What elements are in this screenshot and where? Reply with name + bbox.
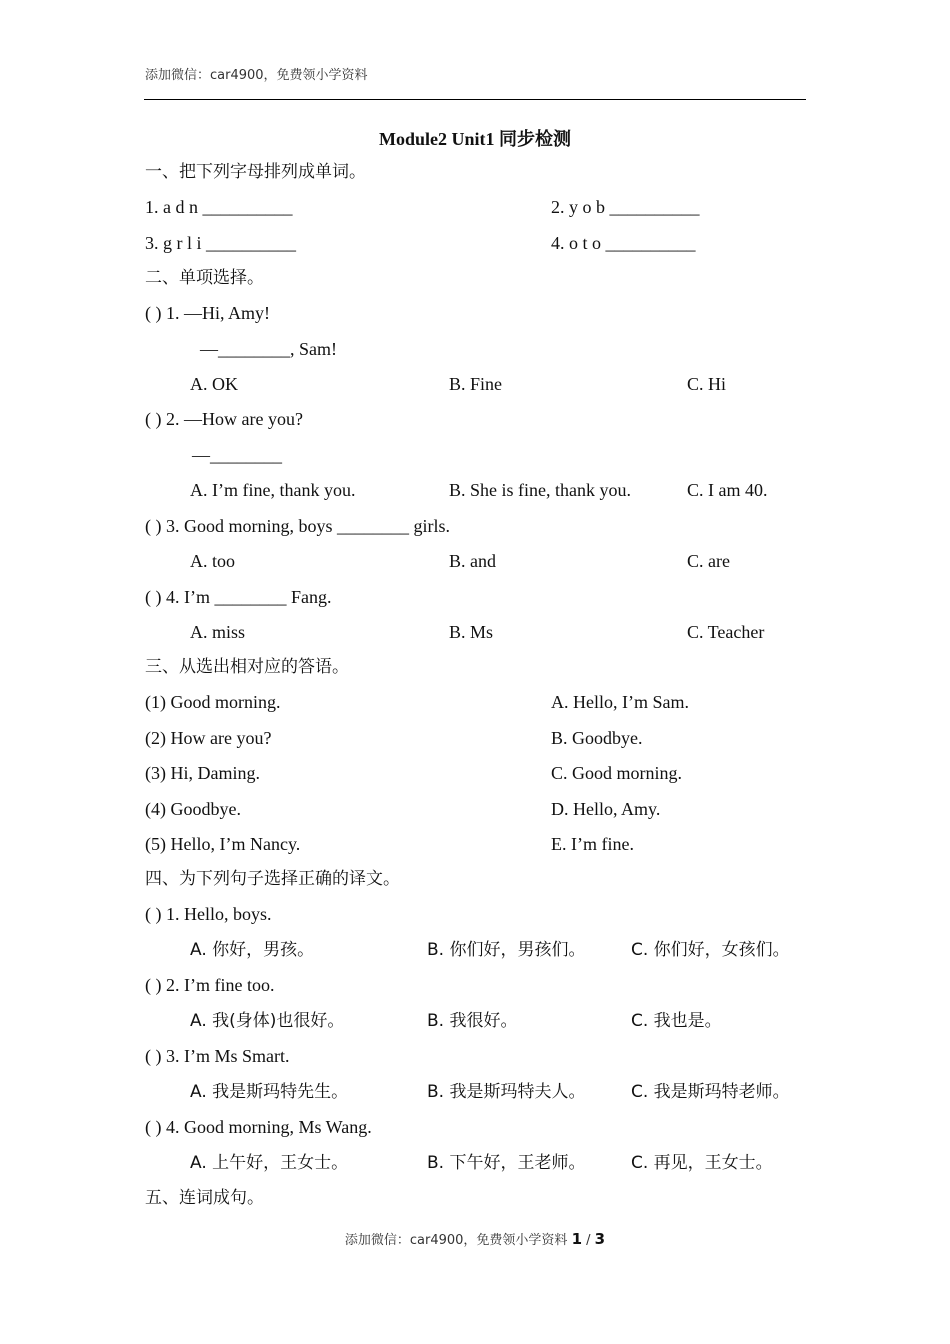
sec1-item-3: 3. g r l i __________ [145,233,296,253]
sec2-q1-line2: —________, Sam! [200,339,337,359]
footer-text: 添加微信：car4900，免费领小学资料 [344,1233,568,1248]
sec3-right-e: E. I’m fine. [551,834,634,854]
sec2-q1-option-b: B. Fine [449,374,503,394]
sec2-q1-stem: ( ) 1. —Hi, Amy! [145,303,270,323]
sec2-q1-option-c: C. Hi [687,374,727,394]
sec3-left-4: (4) Goodbye. [145,799,241,819]
sec4-q4-option-c: C. 再见，王女士。 [631,1153,773,1173]
sec4-q1-option-a: A. 你好，男孩。 [190,940,315,960]
sec2-q2-option-c: C. I am 40. [687,480,768,500]
sec4-q3-option-c: C. 我是斯玛特老师。 [631,1082,790,1102]
sec4-q4-option-b: B. 下午好，王老师。 [427,1153,586,1173]
sec2-q3-option-b: B. and [449,551,496,571]
sec3-right-c: C. Good morning. [551,763,683,783]
sec2-q2-line2: —________ [192,445,282,465]
sec2-q2-option-a: A. I’m fine, thank you. [190,480,356,500]
sec4-q3-option-b: B. 我是斯玛特夫人。 [427,1082,586,1102]
sec4-q3-stem: ( ) 3. I’m Ms Smart. [145,1046,290,1066]
sec4-q3-option-a: A. 我是斯玛特先生。 [190,1082,349,1102]
sec2-q2-option-b: B. She is fine, thank you. [449,480,631,500]
sec4-q4-stem: ( ) 4. Good morning, Ms Wang. [145,1117,372,1137]
sec4-q4-option-a: A. 上午好，王女士。 [190,1153,349,1173]
sec3-left-1: (1) Good morning. [145,692,281,712]
sec3-right-b: B. Goodbye. [551,728,643,748]
sec3-right-d: D. Hello, Amy. [551,799,661,819]
sec4-q2-option-a: A. 我(身体)也很好。 [190,1011,345,1031]
sec2-q3-option-c: C. are [687,551,730,571]
page-footer [0,1229,950,1248]
sec3-left-5: (5) Hello, I’m Nancy. [145,834,301,854]
sec2-q2-stem: ( ) 2. —How are you? [145,409,303,429]
sec2-q4-option-b: B. Ms [449,622,494,642]
page-number: 1 [571,1230,583,1248]
sec4-q1-stem: ( ) 1. Hello, boys. [145,904,272,924]
page-header: 添加微信：car4900，免费领小学资料 [145,68,368,83]
sec3-right-a: A. Hello, I’m Sam. [551,692,689,712]
sec2-q4-stem: ( ) 4. I’m ________ Fang. [145,587,332,607]
section-2-heading: 二、单项选择。 [145,268,264,288]
page-separator: / [582,1233,595,1248]
page-title: Module2 Unit1 同步检测 [378,129,571,149]
sec3-left-2: (2) How are you? [145,728,272,748]
sec2-q1-option-a: A. OK [190,374,238,394]
page-total: 3 [594,1230,606,1248]
sec4-q1-option-c: C. 你们好，女孩们。 [631,940,790,960]
header-divider [144,99,806,100]
sec3-left-3: (3) Hi, Daming. [145,763,260,783]
section-1-heading: 一、把下列字母排列成单词。 [145,162,366,182]
section-3-heading: 三、从选出相对应的答语。 [145,657,349,677]
sec2-q4-option-a: A. miss [190,622,246,642]
sec2-q3-option-a: A. too [190,551,235,571]
sec4-q1-option-b: B. 你们好，男孩们。 [427,940,586,960]
section-5-heading: 五、连词成句。 [145,1188,264,1208]
sec4-q2-stem: ( ) 2. I’m fine too. [145,975,275,995]
sec1-item-1: 1. a d n __________ [145,197,293,217]
sec1-item-4: 4. o t o __________ [551,233,696,253]
sec4-q2-option-c: C. 我也是。 [631,1011,722,1031]
sec4-q2-option-b: B. 我很好。 [427,1011,518,1031]
sec2-q3-stem: ( ) 3. Good morning, boys ________ girls. [145,516,450,536]
section-4-heading: 四、为下列句子选择正确的译文。 [145,869,400,889]
sec1-item-2: 2. y o b __________ [551,197,700,217]
sec2-q4-option-c: C. Teacher [687,622,765,642]
